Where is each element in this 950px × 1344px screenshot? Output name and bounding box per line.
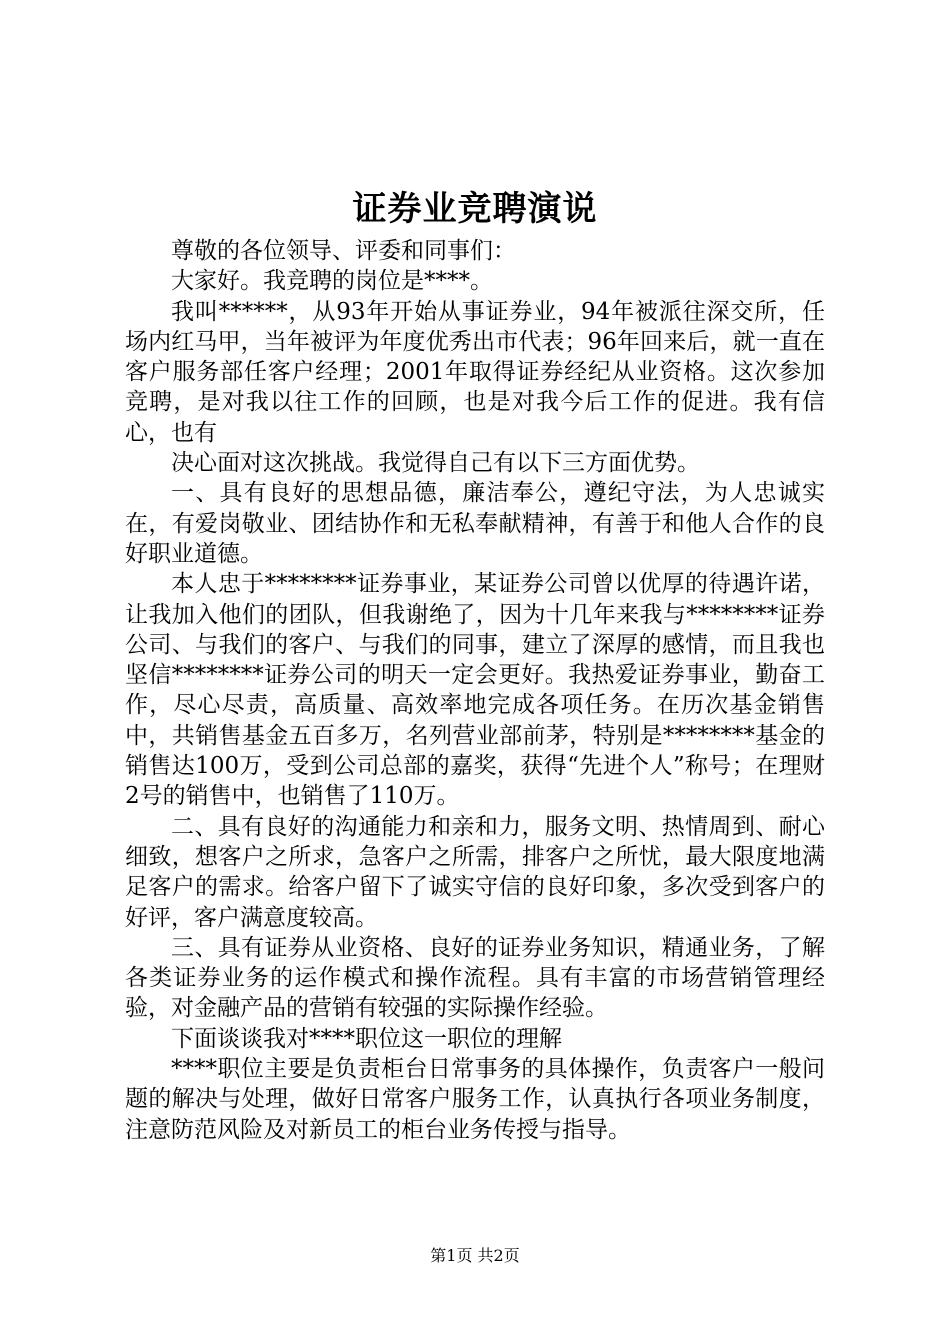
document-title: 证券业竞聘演说 [352, 189, 598, 229]
paragraph-greeting: 大家好。我竞聘的岗位是****。 [171, 268, 493, 295]
paragraph-loyalty-achievements: 本人忠于********证券事业，某证券公司曾以优厚的待遇许诺，让我加入他们的团队，但我谢绝了，因为十几年来我与********证券公司、与我们的客户、与我们的同事，建立了深厚的感情，而且我也坚信********证券公司的明天一定会更好。我热爱证券事业，勤奋工作，尽心尽责，高质量、高效率地完成各项任务。在历次基金销售中，共销售基金五百多万，名列营业部前茅，特别是********基金的销售达100万，受到公司总部的嘉奖，获得“先进个人”称号；在理财2号的销售中，也销售了110万。 [125, 571, 825, 810]
paragraph-self-introduction: 我叫******，从93年开始从事证券业，94年被派往深交所，任场内红马甲，当年被评为年度优秀出市代表；96年回来后，就一直在客户服务部任客户经理；2001年取得证券经纪从业资格。这次参加竞聘，是对我以往工作的回顾，也是对我今后工作的促进。我有信心，也有 [125, 298, 825, 446]
document-body [125, 236, 825, 1145]
paragraph-advantage-two: 二、具有良好的沟通能力和亲和力，服务文明、热情周到、耐心细致，想客户之所求，急客户之所需，排客户之所忧，最大限度地满足客户的需求。给客户留下了诚实守信的良好印象，多次受到客户的好评，客户满意度较高。 [125, 813, 825, 931]
paragraph-advantage-one: 一、具有良好的思想品德，廉洁奉公，遵纪守法，为人忠诚实在，有爱岗敬业、团结协作和无私奉献精神，有善于和他人合作的良好职业道德。 [125, 480, 825, 567]
paragraph-position-intro: 下面谈谈我对****职位这一职位的理解 [171, 1025, 562, 1052]
paragraph-salutation: 尊敬的各位领导、评委和同事们： [171, 238, 516, 264]
page-number-footer: 第1页 共2页 [430, 1246, 520, 1265]
paragraph-advantage-three: 三、具有证券从业资格、良好的证券业务知识，精通业务，了解各类证券业务的运作模式和操作流程。具有丰富的市场营销管理经验，对金融产品的营销有较强的实际操作经验。 [125, 934, 825, 1022]
paragraph-determination: 决心面对这次挑战。我觉得自己有以下三方面优势。 [171, 450, 700, 477]
paragraph-position-duties: ****职位主要是负责柜台日常事务的具体操作，负责客户一般问题的解决与处理，做好日常客户服务工作，认真执行各项业务制度，注意防范风险及对新员工的柜台业务传授与指导。 [125, 1056, 825, 1143]
